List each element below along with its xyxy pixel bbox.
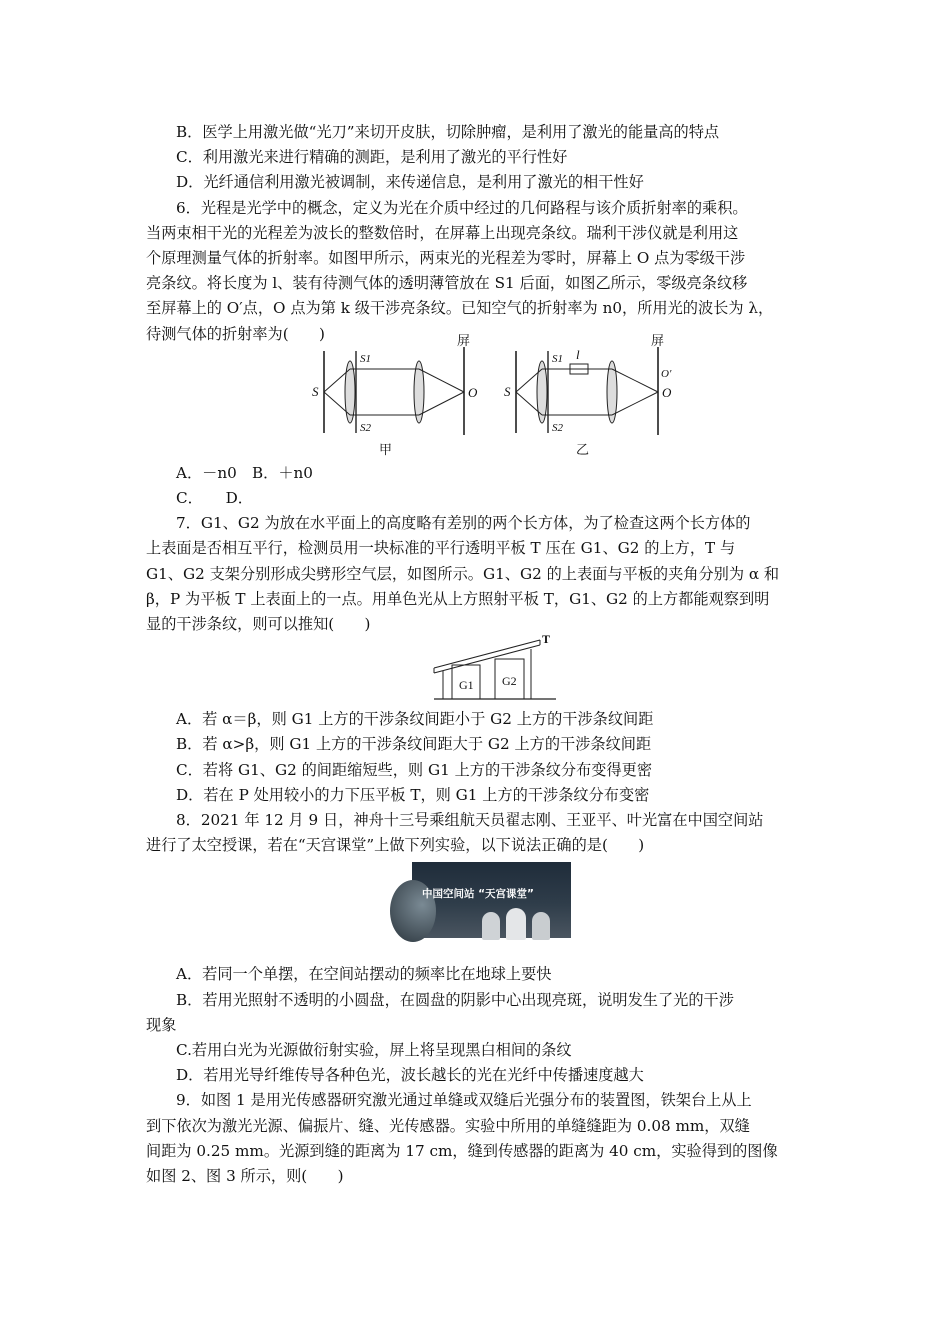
q8-option-b-line-2: 现象 — [146, 1015, 177, 1034]
label-t: T — [542, 632, 551, 647]
q7-line-4: β，P 为平板 T 上表面上的一点。用单色光从上方照射平板 T，G1、G2 的上方都能观察到明 — [146, 589, 770, 608]
q8-option-d: D．若用光导纤维传导各种色光，波长越长的光在光纤中传播速度越大 — [176, 1066, 644, 1085]
astronaut-figure-1 — [482, 912, 500, 940]
q7-line-5: 显的干涉条纹，则可以推知( ) — [146, 615, 371, 634]
q6-line-4: 亮条纹。将长度为 l、装有待测气体的透明薄管放在 S1 后面，如图乙所示，零级亮条纹移 — [146, 274, 748, 293]
q8-option-a: A．若同一个单摆，在空间站摆动的频率比在地球上要快 — [176, 965, 552, 984]
q9-line-3: 间距为 0.25 mm。光源到缝的距离为 17 cm，缝到传感器的距离为 40 cm，实验得到的图像 — [146, 1141, 778, 1160]
label-s1-jia: S1 — [360, 352, 371, 365]
q6-line-5: 至屏幕上的 O′点，O 点为第 k 级干涉亮条纹。已知空气的折射率为 n0，所用光的波长为 λ， — [146, 299, 774, 318]
label-s1-yi: S1 — [552, 352, 563, 365]
label-s-jia: S — [312, 383, 319, 399]
q7-option-a: A．若 α＝β，则 G1 上方的干涉条纹间距小于 G2 上方的干涉条纹间距 — [176, 710, 654, 729]
q6-line-6: 待测气体的折射率为( ) — [146, 324, 325, 343]
q6-options-cd: C． D． — [176, 489, 253, 508]
q9-line-4: 如图 2、图 3 所示，则( ) — [146, 1167, 344, 1186]
caption-yi: 乙 — [576, 441, 590, 457]
q7-option-d: D．若在 P 处用较小的力下压平板 T，则 G1 上方的干涉条纹分布变密 — [176, 785, 650, 804]
label-s2-jia: S2 — [360, 421, 371, 434]
label-o-yi: O — [662, 384, 672, 400]
label-o-jia: O — [468, 384, 478, 400]
label-screen-jia: 屏 — [457, 332, 471, 348]
q7-line-1: 7．G1、G2 为放在水平面上的高度略有差别的两个长方体，为了检查这两个长方体的 — [176, 514, 751, 533]
label-l-yi: l — [576, 346, 580, 362]
q9-line-1: 9．如图 1 是用光传感器研究激光通过单缝或双缝后光强分布的装置图，铁架台上从上 — [176, 1091, 752, 1110]
figure-jia — [312, 333, 478, 457]
label-s2-yi: S2 — [552, 421, 563, 434]
label-s-yi: S — [504, 383, 511, 399]
q9-line-2: 到下依次为激光光源、偏振片、缝、光传感器。实验中所用的单缝缝距为 0.08 mm，双缝 — [146, 1116, 750, 1135]
q7-option-b: B．若 α>β，则 G1 上方的干涉条纹间距大于 G2 上方的干涉条纹间距 — [176, 735, 652, 754]
q5-option-b: B．医学上用激光做“光刀”来切开皮肤，切除肿瘤，是利用了激光的能量高的特点 — [176, 123, 720, 141]
q5-option-c: C．利用激光来进行精确的测距，是利用了激光的平行性好 — [176, 148, 568, 167]
label-screen-yi: 屏 — [651, 332, 665, 348]
document-page — [146, 120, 806, 1189]
q6-options-ab: A．－n0 B．＋n0 — [176, 463, 313, 482]
figure-yi — [504, 333, 672, 457]
label-g2: G2 — [502, 674, 517, 689]
q7-figure — [146, 632, 806, 703]
wedge-air-gap-diagram — [146, 632, 806, 703]
astronaut-figure-3 — [532, 912, 550, 940]
q6-line-1: 6．光程是光学中的概念，定义为光在介质中经过的几何路程与该介质折射率的乘积。 — [176, 198, 748, 217]
q8-option-c: C.若用白光为光源做衍射实验，屏上将呈现黑白相间的条纹 — [176, 1041, 572, 1060]
label-oprime-yi: O′ — [661, 367, 672, 380]
q7-option-c: C．若将 G1、G2 的间距缩短些，则 G1 上方的干涉条纹分布变得更密 — [176, 760, 653, 779]
q6-line-2: 当两束相干光的光程差为波长的整数倍时，在屏幕上出现亮条纹。瑞利干涉仪就是利用这 — [146, 223, 739, 242]
caption-jia: 甲 — [379, 441, 393, 457]
q8-line-2: 进行了太空授课，若在“天宫课堂”上做下列实验，以下说法正确的是( ) — [146, 836, 645, 855]
photo-title-text: 中国空间站 “天宫课堂” — [422, 888, 534, 901]
q6-line-3: 个原理测量气体的折射率。如图甲所示，两束光的光程差为零时，屏幕上 O 点为零级干涉 — [146, 249, 746, 268]
q8-line-1: 8．2021 年 12 月 9 日，神舟十三号乘组航天员翟志刚、王亚平、叶光富在中国空间站 — [176, 811, 764, 830]
q8-figure — [146, 858, 806, 962]
q5-option-d: D．光纤通信利用激光被调制，来传递信息，是利用了激光的相干性好 — [176, 173, 644, 192]
q8-option-b-line-1: B．若用光照射不透明的小圆盘，在圆盘的阴影中心出现亮斑，说明发生了光的干涉 — [176, 990, 734, 1009]
q7-line-2: 上表面是否相互平行，检测员用一块标准的平行透明平板 T 压在 G1、G2 的上方，T 与 — [146, 539, 736, 558]
astronaut-figure-2 — [506, 908, 526, 940]
q7-line-3: G1、G2 支架分别形成尖劈形空气层，如图所示。G1、G2 的上表面与平板的夹角分别为 α 和 — [146, 564, 780, 583]
tiangong-classroom-photo — [412, 862, 571, 938]
label-g1: G1 — [459, 678, 474, 693]
